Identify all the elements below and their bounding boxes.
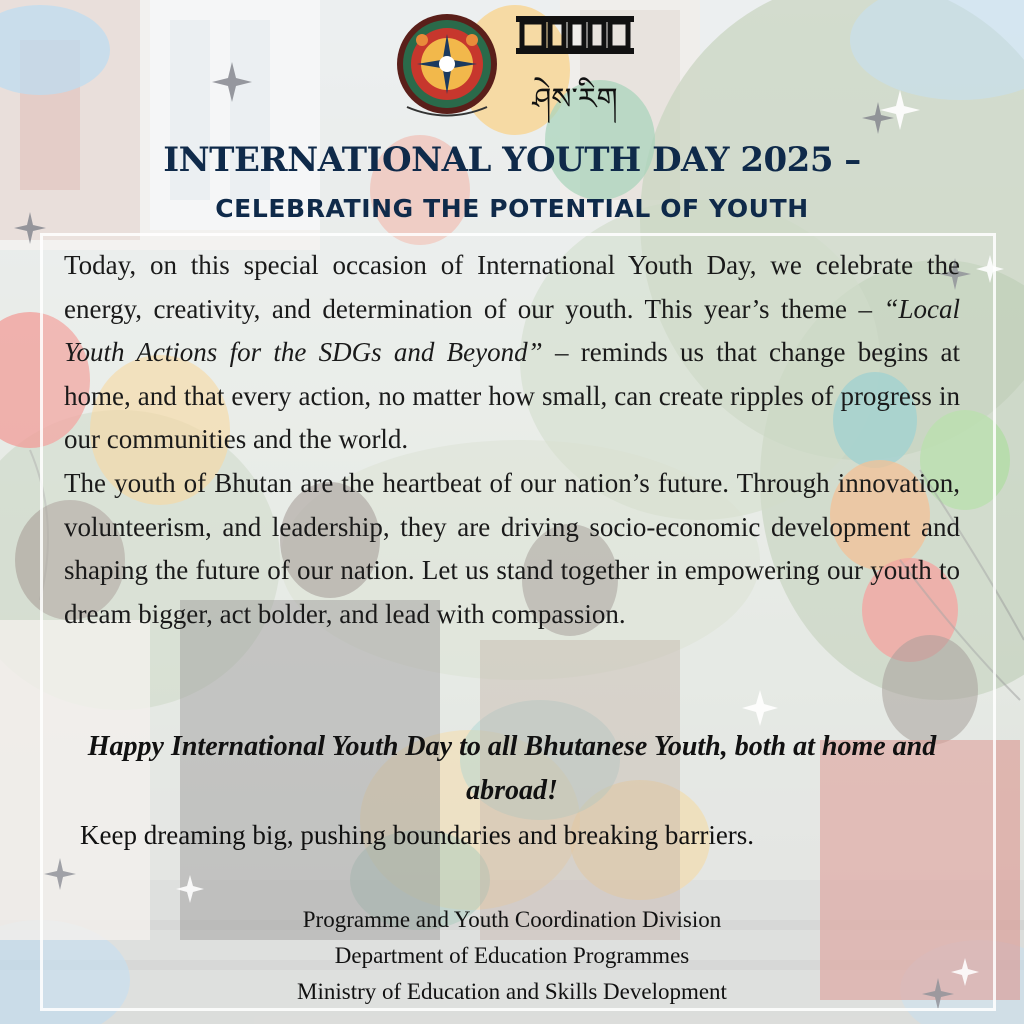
message-paragraph-2: The youth of Bhutan are the heartbeat of our nation’s future. Through innovation, volunteerism, and leadership, they are driving socio-economic development and shaping the future of our nation. Let us stand together in empowering our youth to dream bigger, act bolder, and lead with compassion.	[64, 467, 960, 629]
theme-quote: “Local Youth Actions for the SDGs and Beyond”	[64, 293, 960, 368]
signature-block	[0, 902, 1024, 1010]
closing-greeting: Happy International Youth Day to all Bhutanese Youth, both at home and abroad!	[87, 731, 937, 806]
page-subtitle: CELEBRATING THE POTENTIAL OF YOUTH	[215, 194, 809, 223]
ministry-logo-script: ཤེས་རིག	[532, 82, 618, 117]
page-title: INTERNATIONAL YOUTH DAY 2025 –	[163, 140, 861, 180]
signature-department: Department of Education Programmes	[334, 943, 690, 968]
message-p1-intro: Today, on this special occasion of International Youth Day, we celebrate the energy, creativity, and determination of our youth. This year’s theme –	[64, 250, 960, 324]
royal-emblem-icon	[392, 12, 502, 122]
signature-division: Programme and Youth Coordination Division	[302, 907, 722, 932]
message-p1-rest: – reminds us that change begins at home, and that every action, no matter how small, can create ripples of progress in our communities and the world.	[64, 337, 960, 455]
signature-ministry: Ministry of Education and Skills Development	[297, 979, 727, 1004]
message-body	[64, 244, 960, 636]
encouragement-line: Keep dreaming big, pushing boundaries and breaking barriers.	[80, 820, 755, 850]
message-paragraph-1	[64, 244, 960, 462]
